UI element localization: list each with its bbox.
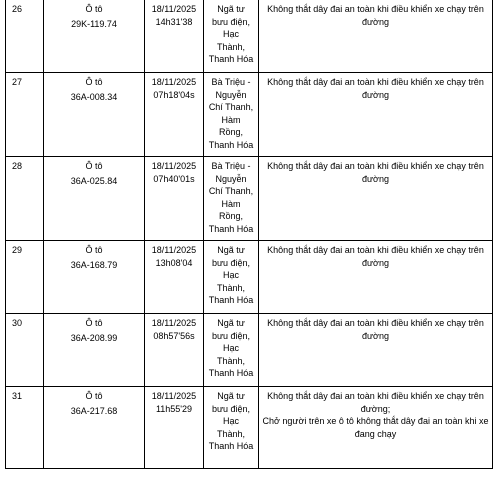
row-number: 26: [6, 0, 44, 73]
violation-text: Không thắt dây đai an toàn khi điều khiển xe chạy trên đường: [267, 77, 484, 100]
location-line: Thanh Hóa: [208, 441, 254, 451]
location-line: Thành,: [216, 355, 246, 366]
violation-cell: [259, 387, 493, 469]
location-line: Thanh Hóa: [208, 223, 254, 234]
vehicle-cell: [44, 0, 145, 73]
location-line: Hạc: [222, 343, 239, 353]
location-line: Ngã tư: [217, 391, 245, 401]
violation-cell: [259, 241, 493, 314]
violation-text: Không thắt dây đai an toàn khi điều khiển xe chạy trên đường: [267, 4, 484, 27]
location-line: Bà Triệu -: [211, 77, 251, 87]
license-plate: 36A-217.68: [70, 405, 118, 416]
table-row: [6, 73, 493, 157]
table-row: [6, 314, 493, 387]
violation-time: 14h31'38: [155, 16, 193, 27]
violation-date: 18/11/2025: [151, 4, 197, 14]
location-line: Chí Thanh,: [208, 186, 254, 196]
violation-time: 07h40'01s: [153, 173, 195, 184]
row-number: 29: [6, 241, 44, 314]
location-line: bưu điện,: [211, 330, 251, 341]
violation-cell: [259, 157, 493, 241]
violation-time: 08h57'56s: [153, 330, 195, 341]
violation-text: Không thắt dây đai an toàn khi điều khiển xe chạy trên đường: [267, 245, 484, 268]
location-cell: [204, 157, 259, 241]
violation-text: đang chạy: [354, 428, 397, 439]
location-line: Ngã tư: [217, 318, 245, 328]
violation-time: 13h08'04: [155, 257, 193, 268]
license-plate: 36A-025.84: [70, 175, 118, 186]
time-cell: [145, 387, 204, 469]
vehicle-type: Ô tô: [85, 161, 103, 171]
row-number: 30: [6, 314, 44, 387]
vehicle-type: Ô tô: [85, 77, 103, 87]
license-plate: 36A-008.34: [70, 91, 118, 102]
time-cell: [145, 241, 204, 314]
violation-text: đường;: [360, 403, 391, 414]
table-row: [6, 387, 493, 469]
license-plate: 36A-168.79: [70, 259, 118, 270]
violation-date: 18/11/2025: [151, 245, 197, 255]
violation-date: 18/11/2025: [151, 77, 197, 87]
location-line: Hàm: [221, 198, 241, 209]
location-line: Thành,: [216, 41, 246, 52]
violation-date: 18/11/2025: [151, 161, 197, 171]
location-line: Nguyễn: [215, 89, 247, 100]
vehicle-cell: [44, 314, 145, 387]
violation-text: Không thắt dây đai an toàn khi điều khiển xe chạy trên đường: [267, 161, 484, 184]
vehicle-cell: [44, 157, 145, 241]
violation-cell: [259, 73, 493, 157]
table-row: [6, 241, 493, 314]
time-cell: [145, 0, 204, 73]
violation-cell: [259, 314, 493, 387]
row-number: 27: [6, 73, 44, 157]
location-line: Rồng,: [218, 211, 244, 221]
location-line: Hàm: [221, 114, 241, 125]
violation-time: 07h18'04s: [153, 89, 195, 100]
row-number: 28: [6, 157, 44, 241]
table-row: [6, 157, 493, 241]
location-cell: [204, 0, 259, 73]
location-line: Bà Triệu -: [211, 161, 251, 171]
violation-text: Chở người trên xe ô tô không thắt dây đai an toàn khi xe: [262, 416, 489, 426]
location-line: Hạc: [222, 416, 239, 426]
violation-time: 11h55'29: [155, 403, 193, 414]
location-line: Ngã tư: [217, 4, 245, 14]
violation-date: 18/11/2025: [151, 318, 197, 328]
row-number: 31: [6, 387, 44, 469]
location-line: Thành,: [216, 428, 246, 439]
license-plate: 29K-119.74: [71, 18, 117, 29]
violations-table: [5, 0, 493, 469]
violation-date: 18/11/2025: [151, 391, 197, 401]
violation-text: Không thắt dây đai an toàn khi điều khiển xe chạy trên: [267, 391, 484, 401]
vehicle-cell: [44, 241, 145, 314]
time-cell: [145, 157, 204, 241]
vehicle-cell: [44, 73, 145, 157]
vehicle-cell: [44, 387, 145, 469]
location-line: Rồng,: [218, 127, 244, 137]
location-line: Thanh Hóa: [208, 368, 254, 378]
vehicle-type: Ô tô: [85, 391, 103, 401]
location-line: Hạc: [222, 270, 239, 280]
vehicle-type: Ô tô: [85, 4, 103, 14]
violation-text: Không thắt dây đai an toàn khi điều khiển xe chạy trên đường: [267, 318, 484, 341]
vehicle-type: Ô tô: [85, 245, 103, 255]
location-line: Thanh Hóa: [208, 139, 254, 150]
location-cell: [204, 241, 259, 314]
location-line: Chí Thanh,: [208, 102, 254, 112]
location-line: bưu điện,: [211, 257, 251, 268]
location-line: bưu điện,: [211, 16, 251, 27]
time-cell: [145, 314, 204, 387]
time-cell: [145, 73, 204, 157]
location-cell: [204, 387, 259, 469]
location-line: Thành,: [216, 282, 246, 293]
location-line: Thanh Hóa: [208, 54, 254, 64]
violation-cell: [259, 0, 493, 73]
location-line: Hạc: [222, 29, 239, 39]
table-row: [6, 0, 493, 73]
vehicle-type: Ô tô: [85, 318, 103, 328]
location-line: Thanh Hóa: [208, 295, 254, 305]
location-line: bưu điện,: [211, 403, 251, 414]
location-cell: [204, 73, 259, 157]
location-line: Nguyễn: [215, 173, 247, 184]
location-cell: [204, 314, 259, 387]
license-plate: 36A-208.99: [70, 332, 118, 343]
location-line: Ngã tư: [217, 245, 245, 255]
